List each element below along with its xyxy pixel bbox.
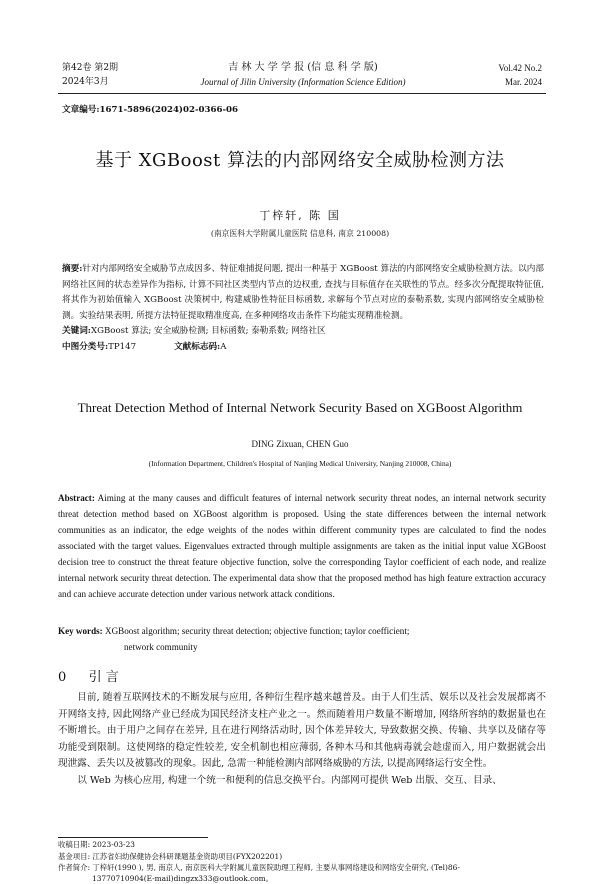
keywords-en-text: XGBoost algorithm; security threat detection; objective function; taylor coefficient; (105, 626, 410, 636)
header-volume-cn: 第42卷 第2期 (62, 63, 119, 73)
footnotes (58, 839, 546, 874)
header-date-en: Mar. 2024 (505, 77, 542, 87)
article-number: 文章编号:1671-5896(2024)02-0366-06 (62, 105, 238, 115)
authors-cn: 丁梓轩, 陈 国 (259, 209, 341, 222)
affiliation-cn: (南京医科大学附属儿童医院 信息科, 南京 210008) (210, 229, 390, 238)
header-journal-cn: 吉 林 大 学 学 报 (信 息 科 学 版) (228, 62, 378, 73)
header-journal-en: Journal of Jilin University (Information Science Edition) (200, 77, 406, 87)
class-no-value: TP147 (108, 341, 137, 352)
keywords-cn-text: XGBoost 算法; 安全威胁检测; 目标函数; 泰勒系数; 网络社区 (90, 326, 326, 337)
keywords-en-line2: network community (124, 642, 198, 652)
section-number: 0 (58, 670, 67, 685)
footnote-fund: 基金项目: 江苏省妇幼保健协会科研课题基金资助项目(FYX202201) (58, 851, 283, 861)
body-paragraph-2: 以 Web 为核心应用, 构建一个统一和便利的信息交换平台。内部网可提供 Web 出版、交互、目录、 (77, 774, 502, 786)
footnote-bio-2: 13770710904(E-mail)dingzx333@outlook.com。 (92, 874, 274, 883)
class-no-label: 中图分类号: (62, 341, 109, 352)
affiliation-en: (Information Department, Children's Hospital of Nanjing Medical University, Nanjing 210008, China) (148, 459, 452, 468)
doc-code-value: A (220, 341, 227, 352)
footnote-bio-1: 作者简介: 丁梓轩(1990 ), 男, 南京人, 南京医科大学附属儿童医院助理工程师, 主要从事网络建设和网络安全研究, (Tel)86- (58, 863, 460, 872)
abstract-en-label: Abstract: (58, 493, 95, 503)
body-text (58, 690, 546, 790)
header-date-cn: 2024年3月 (62, 77, 109, 87)
footnote-rule (58, 837, 208, 838)
abstract-en (58, 490, 546, 602)
abstract-en-text: Aiming at the many causes and difficult features of internal network security threat nodes, an internal network security threat detection method based on XGBoost algorithm is proposed. Using the state differences between the internal network communities as an indicator, the edge weights of the nodes within different community types are calculated to find the nodes associated with the target values. Eigenvalues extracted through multiple assignments are taken as the initial input value XGBoost decision tree to construct the threat feature objective function, solve the corresponding Taylor coefficient of each node, and realize internal network security threat detection. The experimental data show that the proposed method has high feature extraction accuracy and can achieve accurate detection under various network attack conditions. (58, 493, 546, 599)
keywords-en (58, 626, 546, 636)
keywords-cn-label: 关键词: (62, 326, 91, 337)
footnote-received: 收稿日期: 2023-03-23 (58, 840, 136, 849)
body-paragraph-1: 目前, 随着互联网技术的不断发展与应用, 各种衍生程序越来越普及。由于人们生活、娱乐以及社会发展都离不开网络支持, 因此网络产业已经成为国民经济支柱产业之一。然而随着用户数量不断增加, 网络所容纳的数据量也在不断增长。由于用户之间存在差异, 且在进行网络活动时, 因个体差异较大, 导致数据交换、传输、共享以及储存等功能受到限制。这使网络的稳定性较差, 安全机制也相应薄弱, 各种木马和其他病毒就会趁虚而入, 用户数据就会出现泄露、丢失以及被篡改的现象。因此, 急需一种能检测内部网络威胁的方法, 以提高网络运行安全性。 (58, 692, 546, 770)
title-en: Threat Detection Method of Internal Network Security Based on XGBoost Algorithm (77, 400, 523, 415)
header-rule (58, 93, 546, 94)
header-volume-en: Vol.42 No.2 (498, 63, 542, 73)
abstract-cn-label: 摘要: (62, 264, 83, 274)
doc-code-label: 文献标志码: (174, 341, 221, 352)
section-title: 引 言 (88, 670, 119, 685)
authors-en: DING Zixuan, CHEN Guo (251, 439, 349, 449)
section-heading (58, 666, 119, 685)
keywords-en-label: Key words: (58, 626, 103, 636)
title-cn: 基于 XGBoost 算法的内部网络安全威胁检测方法 (95, 150, 505, 171)
abstract-cn-text: 针对内部网络安全威胁节点成因多、特征难捕捉问题, 提出一种基于 XGBoost 算法的内部网络安全威胁检测方法。以内部网络社区间的状态差异作为指标, 计算不同社区类型内节点的边权重, 查找与目标值存在关联性的节点。经多次分配提取特征值, 将其作为初始值输入 XGBoost 决策树中, 构建威胁性特征目标函数, 求解每个节点对应的泰勒系数, 实现内部网络安全威胁检测。实验结果表明, 所提方法特征提取精准度高, 在多种网络攻击条件下均能实现精准检测。 (62, 264, 544, 321)
abstract-cn (62, 262, 544, 356)
